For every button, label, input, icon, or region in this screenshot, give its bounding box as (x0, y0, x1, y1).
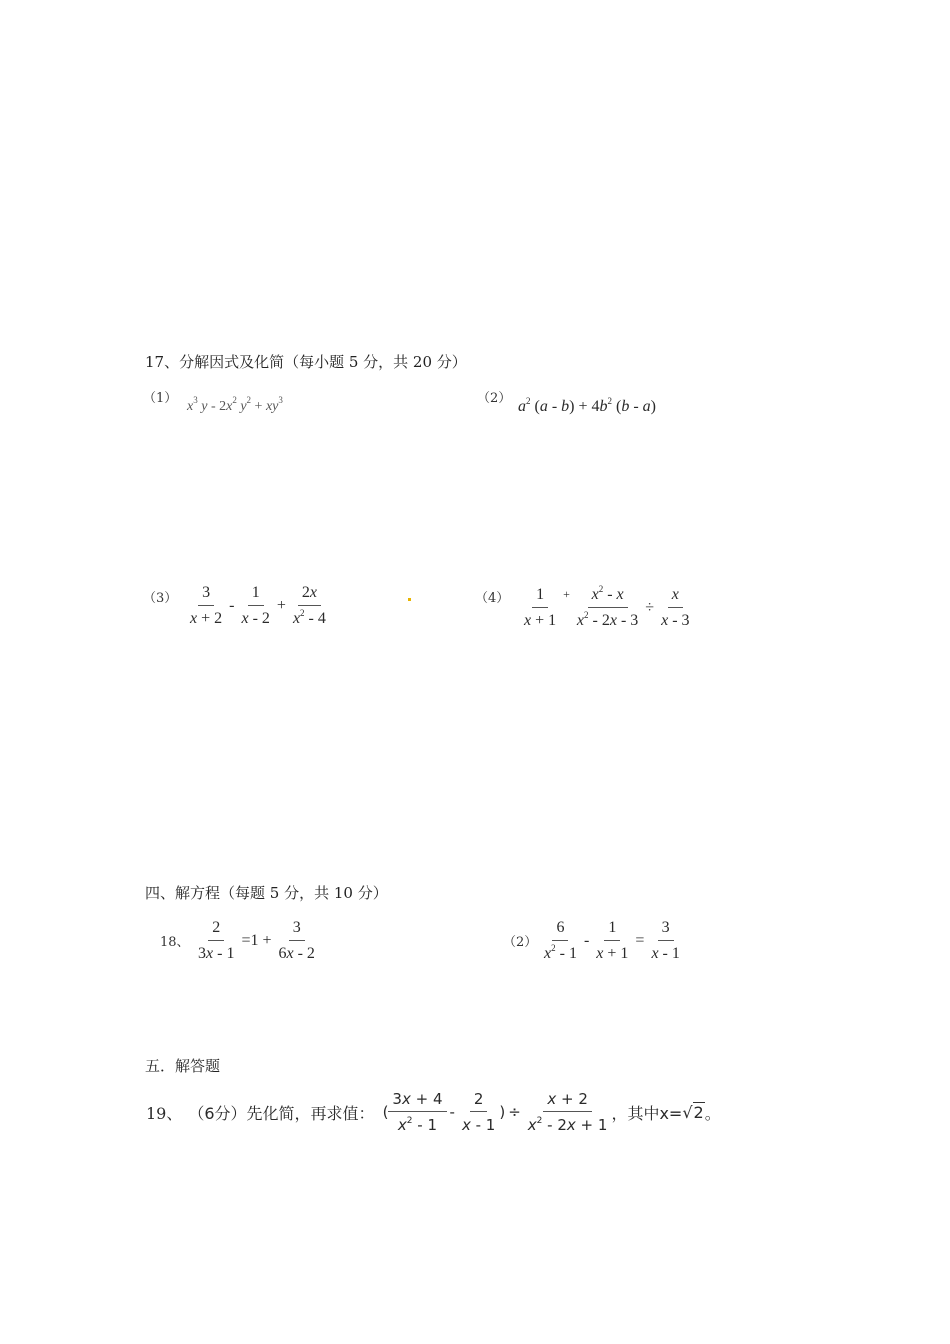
item-2-label: （2） (477, 391, 512, 406)
q19-expression: ( $\frac{3x + 4}{x^2 - 1}$ - $\frac{2}{x - 1}$ ) ÷ $\frac{x + 2}{x^2 - 2x + 1}$ (382, 1090, 608, 1134)
decorative-dot (408, 598, 411, 601)
item-2-expression: $a^2$ $(a - b) + 4b^2$ (b - a) (518, 396, 656, 415)
q19-question (146, 1090, 721, 1134)
section-5-heading: 五．解答题 (145, 1057, 221, 1075)
q19-prompt: （6分）先化简，再求值： (188, 1103, 375, 1123)
section-4-heading: 四、解方程（每题 5 分，共 10 分） (145, 884, 388, 902)
q18-part2-equation: $\frac{6}{x^2 - 1}$ - $\frac{1}{x + 1}$ = $\frac{3}{x - 1}$ (544, 919, 680, 962)
item-1-label: （1） (143, 391, 178, 406)
q18-label: 18、 (160, 935, 190, 950)
q19-radicand: 2 (693, 1102, 704, 1122)
q19-sqrt-value: √2 (682, 1102, 704, 1122)
q19-condition: ，其中x= (611, 1103, 683, 1123)
item-3-label: （3） (143, 591, 178, 606)
q19-end: 。 (704, 1103, 721, 1123)
item-4-expression: $\frac{1}{x + 1}$ + $\frac{x^2 - x}{x^2 - 2x - 3}$ ÷ $\frac{x}{x - 3}$ (524, 584, 690, 629)
q18-part2-label: （2） (503, 935, 538, 950)
q19-label: 19、 (146, 1103, 183, 1123)
item-4-label: （4） (475, 591, 510, 606)
section-17-heading: 17、分解因式及化简（每小题 5 分，共 20 分） (145, 353, 467, 371)
item-3-expression: $\frac{3}{x + 2}$ - $\frac{1}{x - 2}$ + $\frac{2x}{x^2 - 4}$ (190, 584, 326, 627)
q18-equation: $\frac{2}{3x - 1}$ =1 + $\frac{3}{6x - 2}$ (198, 919, 315, 962)
item-1-expression: $x^3$ y - $2x^2$ $y^2 + xy^3$ (187, 395, 283, 414)
